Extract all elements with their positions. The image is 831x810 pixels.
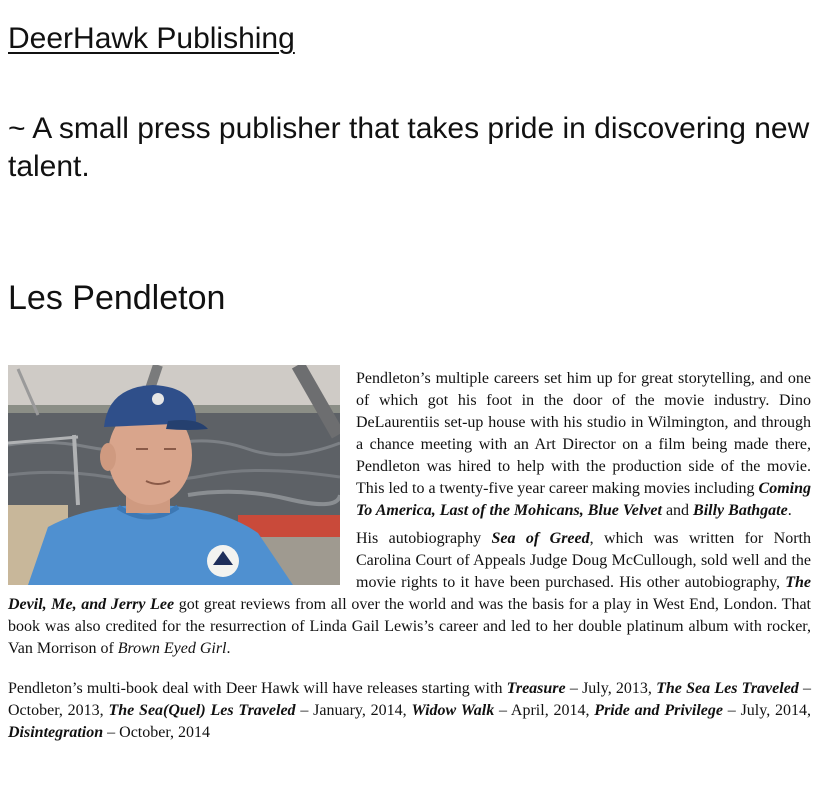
release-title: Treasure bbox=[506, 680, 566, 697]
author-name: Les Pendleton bbox=[8, 279, 226, 317]
book-title-devil-me-jerry-lee: The Devil, Me, and Jerry Lee bbox=[8, 574, 811, 613]
publisher-tagline: ~ A small press publisher that takes pride in discovering new talent. bbox=[8, 112, 810, 183]
bio-paragraph-autobiography: His autobiography Sea of Greed, which was written for North Carolina Court of Appeals Judge Doug McCullough, sold well and the movie rights to it have been purchased. His other autobiography, The Devil, Me, and Jerry Lee got great reviews from all over the world and was the basis for a play in West End, London. That book was also credited for the resurrection of Linda Gail Lewis’s career and led to her double platinum album with rocker, Van Morrison of Brown Eyed Girl. bbox=[8, 530, 812, 657]
release-title: The Sea(Quel) Les Traveled bbox=[108, 702, 296, 719]
publisher-name: DeerHawk Publishing bbox=[8, 22, 295, 55]
film-title-billy-bathgate: Billy Bathgate bbox=[693, 502, 788, 519]
bio-paragraph-releases: Pendleton’s multi-book deal with Deer Hawk will have releases starting with Treasure – July, 2013, The Sea Les Traveled – October, 2013, The Sea(Quel) Les Traveled – January, 2014, Widow Walk – April, 2014, Pride and Privilege – July, 2014, Disintegration – October, 2014 bbox=[8, 680, 812, 741]
bio-paragraph-careers: Pendleton’s multiple careers set him up for great storytelling, and one of which got his foot in the door of the movie industry. Dino DeLaurentiis set-up house with his studio in Wilmington, and through a chance meeting with an Art Director on a film being made there, Pendleton was hired to help with the production side of the movie. This led to a twenty-five year career making movies including Coming To America, Last of the Mohicans, Blue Velvet and Billy Bathgate. bbox=[356, 370, 811, 519]
release-title: Disintegration bbox=[8, 724, 104, 741]
author-bio bbox=[8, 368, 811, 744]
release-title: Widow Walk bbox=[411, 702, 495, 719]
song-title: Brown Eyed Girl bbox=[117, 640, 227, 657]
release-title: Pride and Privilege bbox=[594, 702, 723, 719]
film-titles: Coming To America, Last of the Mohicans, Blue Velvet bbox=[356, 480, 811, 519]
book-title-sea-of-greed: Sea of Greed bbox=[491, 530, 590, 547]
release-title: The Sea Les Traveled bbox=[656, 680, 799, 697]
